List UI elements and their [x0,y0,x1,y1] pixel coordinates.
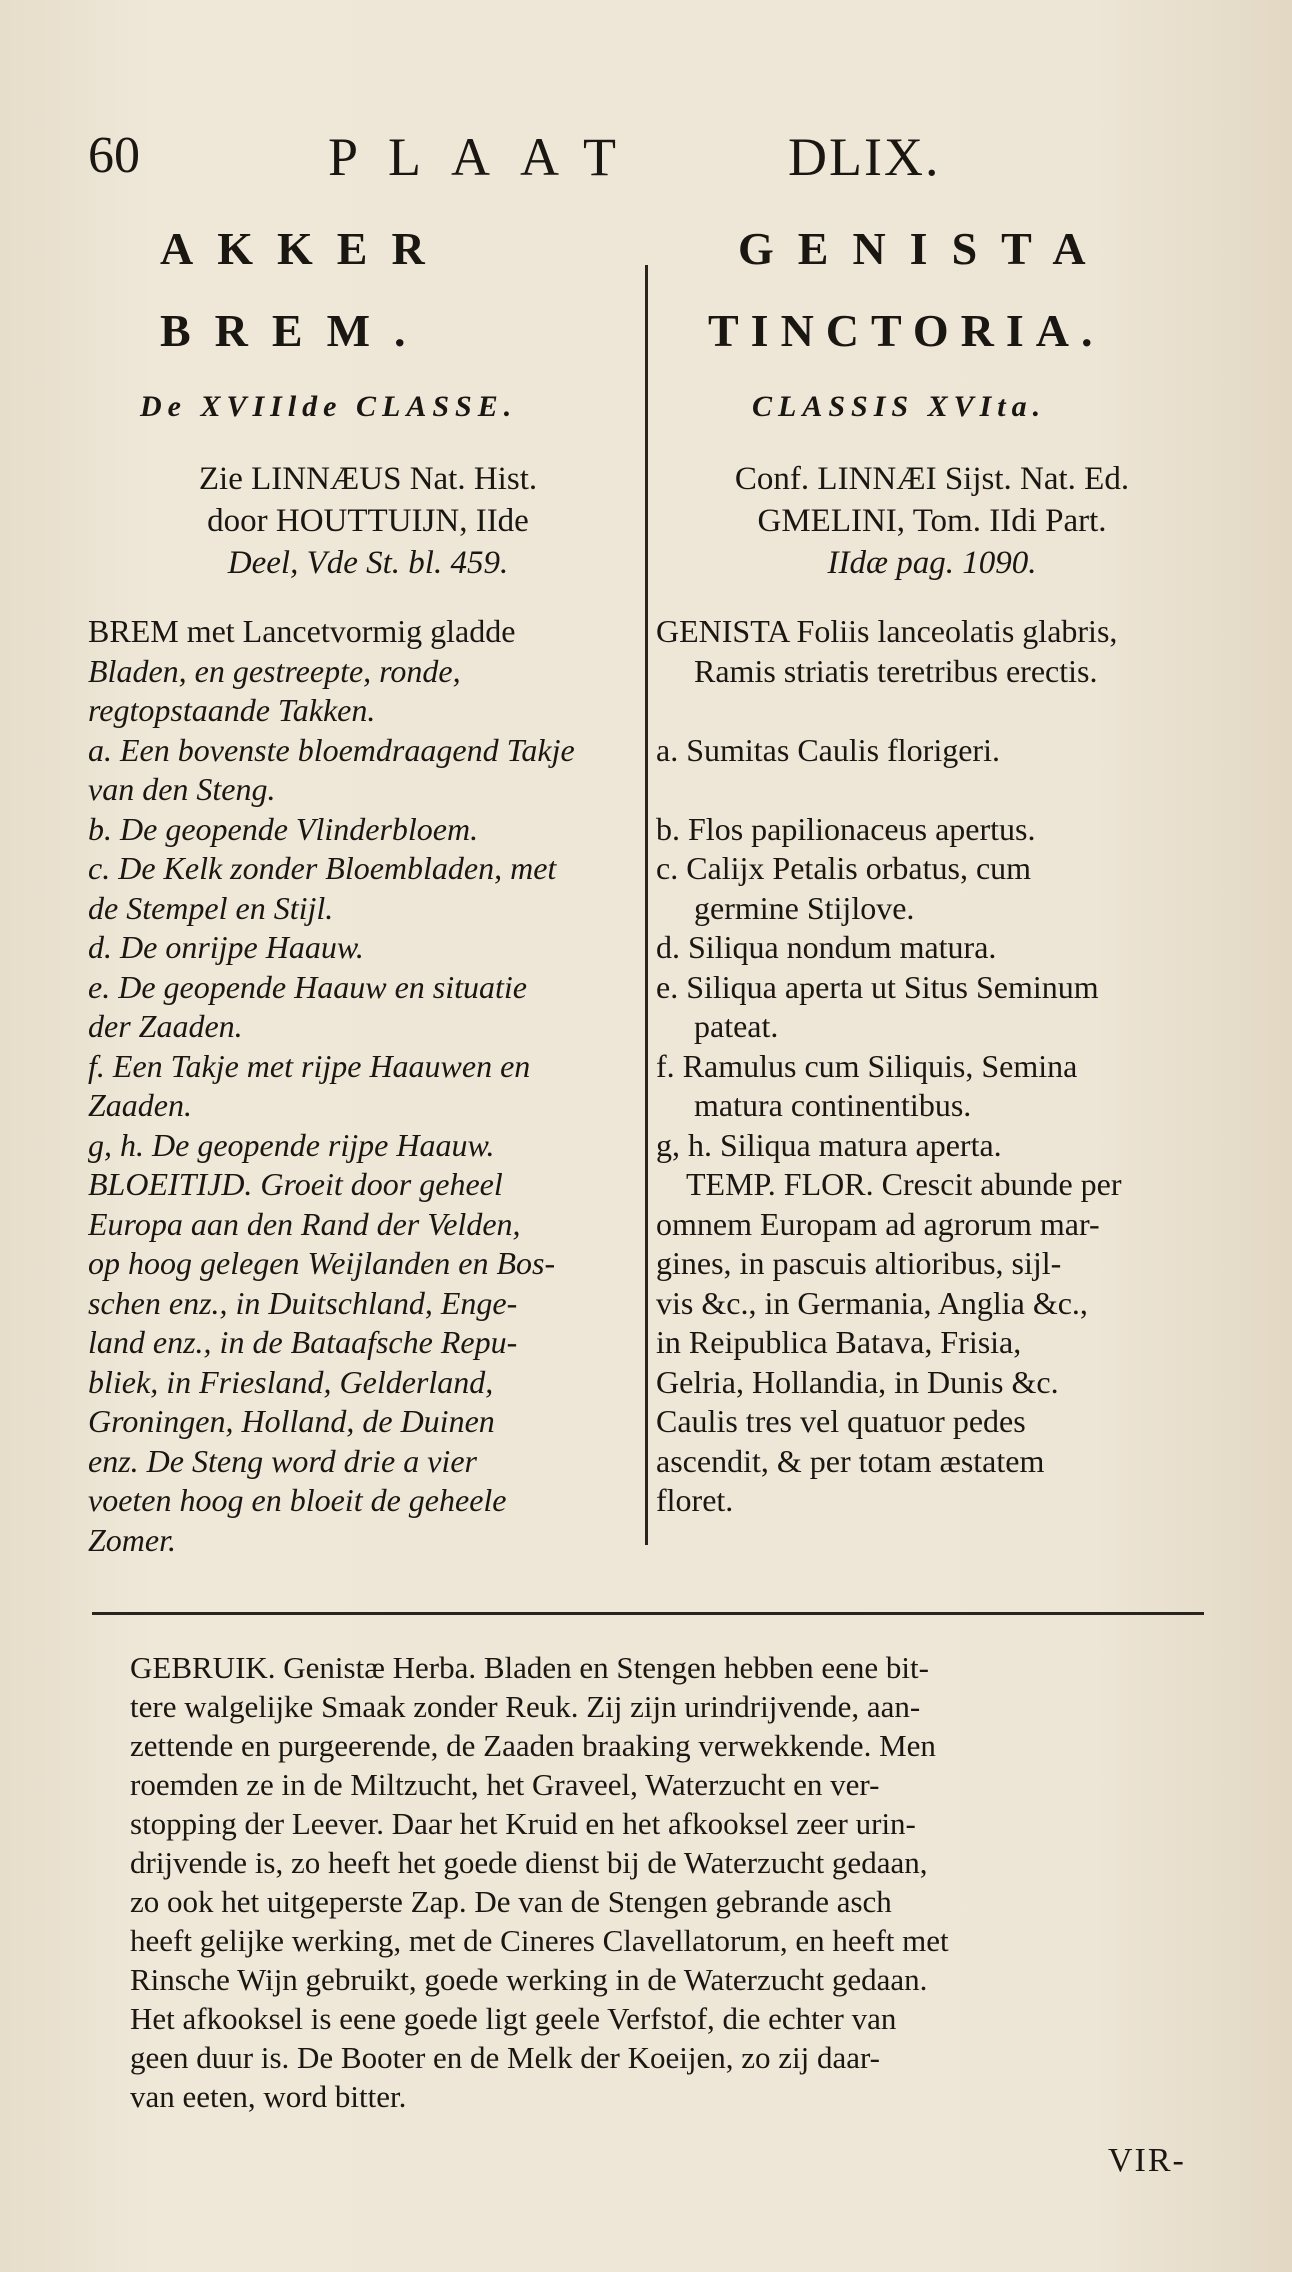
text-line: van den Steng. [88,771,276,807]
ref-line: Deel, Vde St. bl. 459. [227,545,509,581]
text-line: c. De Kelk zonder Bloembladen, met [88,850,557,886]
text-line: geen duur is. De Booter en de Melk der Koeijen, zo zij daar- [130,2040,880,2075]
right-reference [652,458,1212,584]
left-column-text [88,612,640,1560]
text-line: enz. De Steng word drie a vier [88,1442,477,1479]
text-line: van eeten, word bitter. [130,2079,407,2114]
text-line: zettende en purgeerende, de Zaaden braaking verwekkende. Men [130,1728,936,1763]
text-line: f. Ramulus cum Siliquis, Semina [656,1047,1078,1084]
page-header [88,118,1208,198]
text-line: drijvende is, zo heeft het goede dienst bij de Waterzucht gedaan, [130,1845,928,1880]
text-line: tere walgelijke Smaak zonder Reuk. Zij zijn urindrijvende, aan- [130,1689,921,1724]
text-line: vis &c., in Germania, Anglia &c., [656,1284,1088,1321]
text-line: Zomer. [88,1521,177,1558]
left-reference [118,458,618,584]
text-line: schen enz., in Duitschland, Enge- [88,1284,518,1321]
horizontal-rule [92,1612,1204,1615]
text-line: heeft gelijke werking, met de Cineres Clavellatorum, en heeft met [130,1923,949,1958]
text-line: in Reipublica Batava, Frisia, [656,1324,1022,1360]
text-line: Groningen, Holland, de Duinen [88,1403,495,1439]
text-line: der Zaaden. [88,1008,243,1044]
text-line: g, h. De geopende rijpe Haauw. [88,1126,495,1163]
text-line: gines, in pascuis altioribus, sijl- [656,1245,1062,1281]
right-classe: CLASSIS XVIta. [752,390,1047,423]
text-line: b. De geopende Vlinderbloem. [88,810,479,847]
dutch-name-line1: AKKER [160,223,449,274]
text-line: Europa aan den Rand der Velden, [88,1205,521,1242]
text-line: ascendit, & per totam æstatem [656,1442,1045,1479]
text-line: pateat. [694,1008,779,1044]
text-line: GEBRUIK. Genistæ Herba. Bladen en Stengen hebben eene bit- [130,1650,929,1685]
text-line [656,691,1216,731]
ref-line: Conf. LINNÆI Sijst. Nat. Ed. [734,461,1130,497]
text-line [656,770,1216,810]
text-line: zo ook het uitgeperste Zap. De van de Stengen gebrande asch [130,1884,892,1919]
text-line: d. De onrijpe Haauw. [88,929,364,965]
text-line: de Stempel en Stijl. [88,889,334,926]
text-line: germine Stijlove. [694,889,915,926]
text-line: roemden ze in de Miltzucht, het Graveel, Waterzucht en ver- [130,1767,880,1802]
ref-line: door HOUTTUIJN, IIde [207,503,529,539]
text-line: Het afkooksel is eene goede ligt geele Verfstof, die echter van [130,2001,897,2036]
text-line: stopping der Leever. Daar het Kruid en het afkooksel zeer urin- [130,1806,916,1841]
text-line: GENISTA Foliis lanceolatis glabris, [656,613,1118,649]
left-classe: De XVIIlde CLASSE. [140,390,518,423]
ref-line: IIdæ pag. 1090. [827,545,1037,581]
text-line: Bladen, en gestreepte, ronde, [88,652,461,689]
text-line: omnem Europam ad agrorum mar- [656,1205,1100,1242]
text-line: g, h. Siliqua matura aperta. [656,1126,1002,1163]
page-number: 60 [88,127,140,184]
text-line: a. Een bovenste bloemdraagend Takje [88,731,575,768]
column-divider [645,265,648,1545]
text-line: Zaaden. [88,1087,192,1123]
latin-name-line1: GENISTA [738,223,1110,274]
text-line: Gelria, Hollandia, in Dunis &c. [656,1363,1059,1400]
text-line: e. Siliqua aperta ut Situs Seminum [656,968,1099,1005]
text-line: TEMP. FLOR. Crescit abunde per [686,1166,1122,1202]
text-line: Ramis striatis teretribus erectis. [694,652,1098,689]
catchword: VIR- [1108,2142,1186,2179]
text-line: BREM met Lancetvormig gladde [88,613,516,649]
latin-name-line2: TINCTORIA. [708,305,1105,356]
text-line: Rinsche Wijn gebruikt, goede werking in de Waterzucht gedaan. [130,1962,928,1997]
text-line: BLOEITIJD. Groeit door geheel [88,1166,503,1202]
plate-title: PLAAT [328,127,647,187]
usage-paragraph [130,1648,1210,2116]
ref-line: Zie LINNÆUS Nat. Hist. [198,461,538,497]
text-line: e. De geopende Haauw en situatie [88,968,527,1005]
dutch-name-line2: BREM. [160,305,430,356]
text-line: f. Een Takje met rijpe Haauwen en [88,1047,531,1084]
text-line: floret. [656,1482,734,1518]
plate-number: DLIX. [788,127,941,187]
text-line: c. Calijx Petalis orbatus, cum [656,850,1032,886]
text-line: b. Flos papilionaceus apertus. [656,810,1036,847]
ref-line: GMELINI, Tom. IIdi Part. [757,503,1107,539]
text-line: d. Siliqua nondum matura. [656,929,997,965]
text-line: Caulis tres vel quatuor pedes [656,1403,1026,1439]
text-line: matura continentibus. [694,1087,972,1123]
text-line: regtopstaande Takken. [88,692,376,728]
text-line: land enz., in de Bataafsche Repu- [88,1324,518,1360]
text-line: bliek, in Friesland, Gelderland, [88,1363,494,1400]
right-column-text [656,612,1216,1521]
text-line: op hoog gelegen Weijlanden en Bos- [88,1245,556,1281]
text-line: a. Sumitas Caulis florigeri. [656,731,1000,768]
text-line: voeten hoog en bloeit de geheele [88,1482,507,1518]
